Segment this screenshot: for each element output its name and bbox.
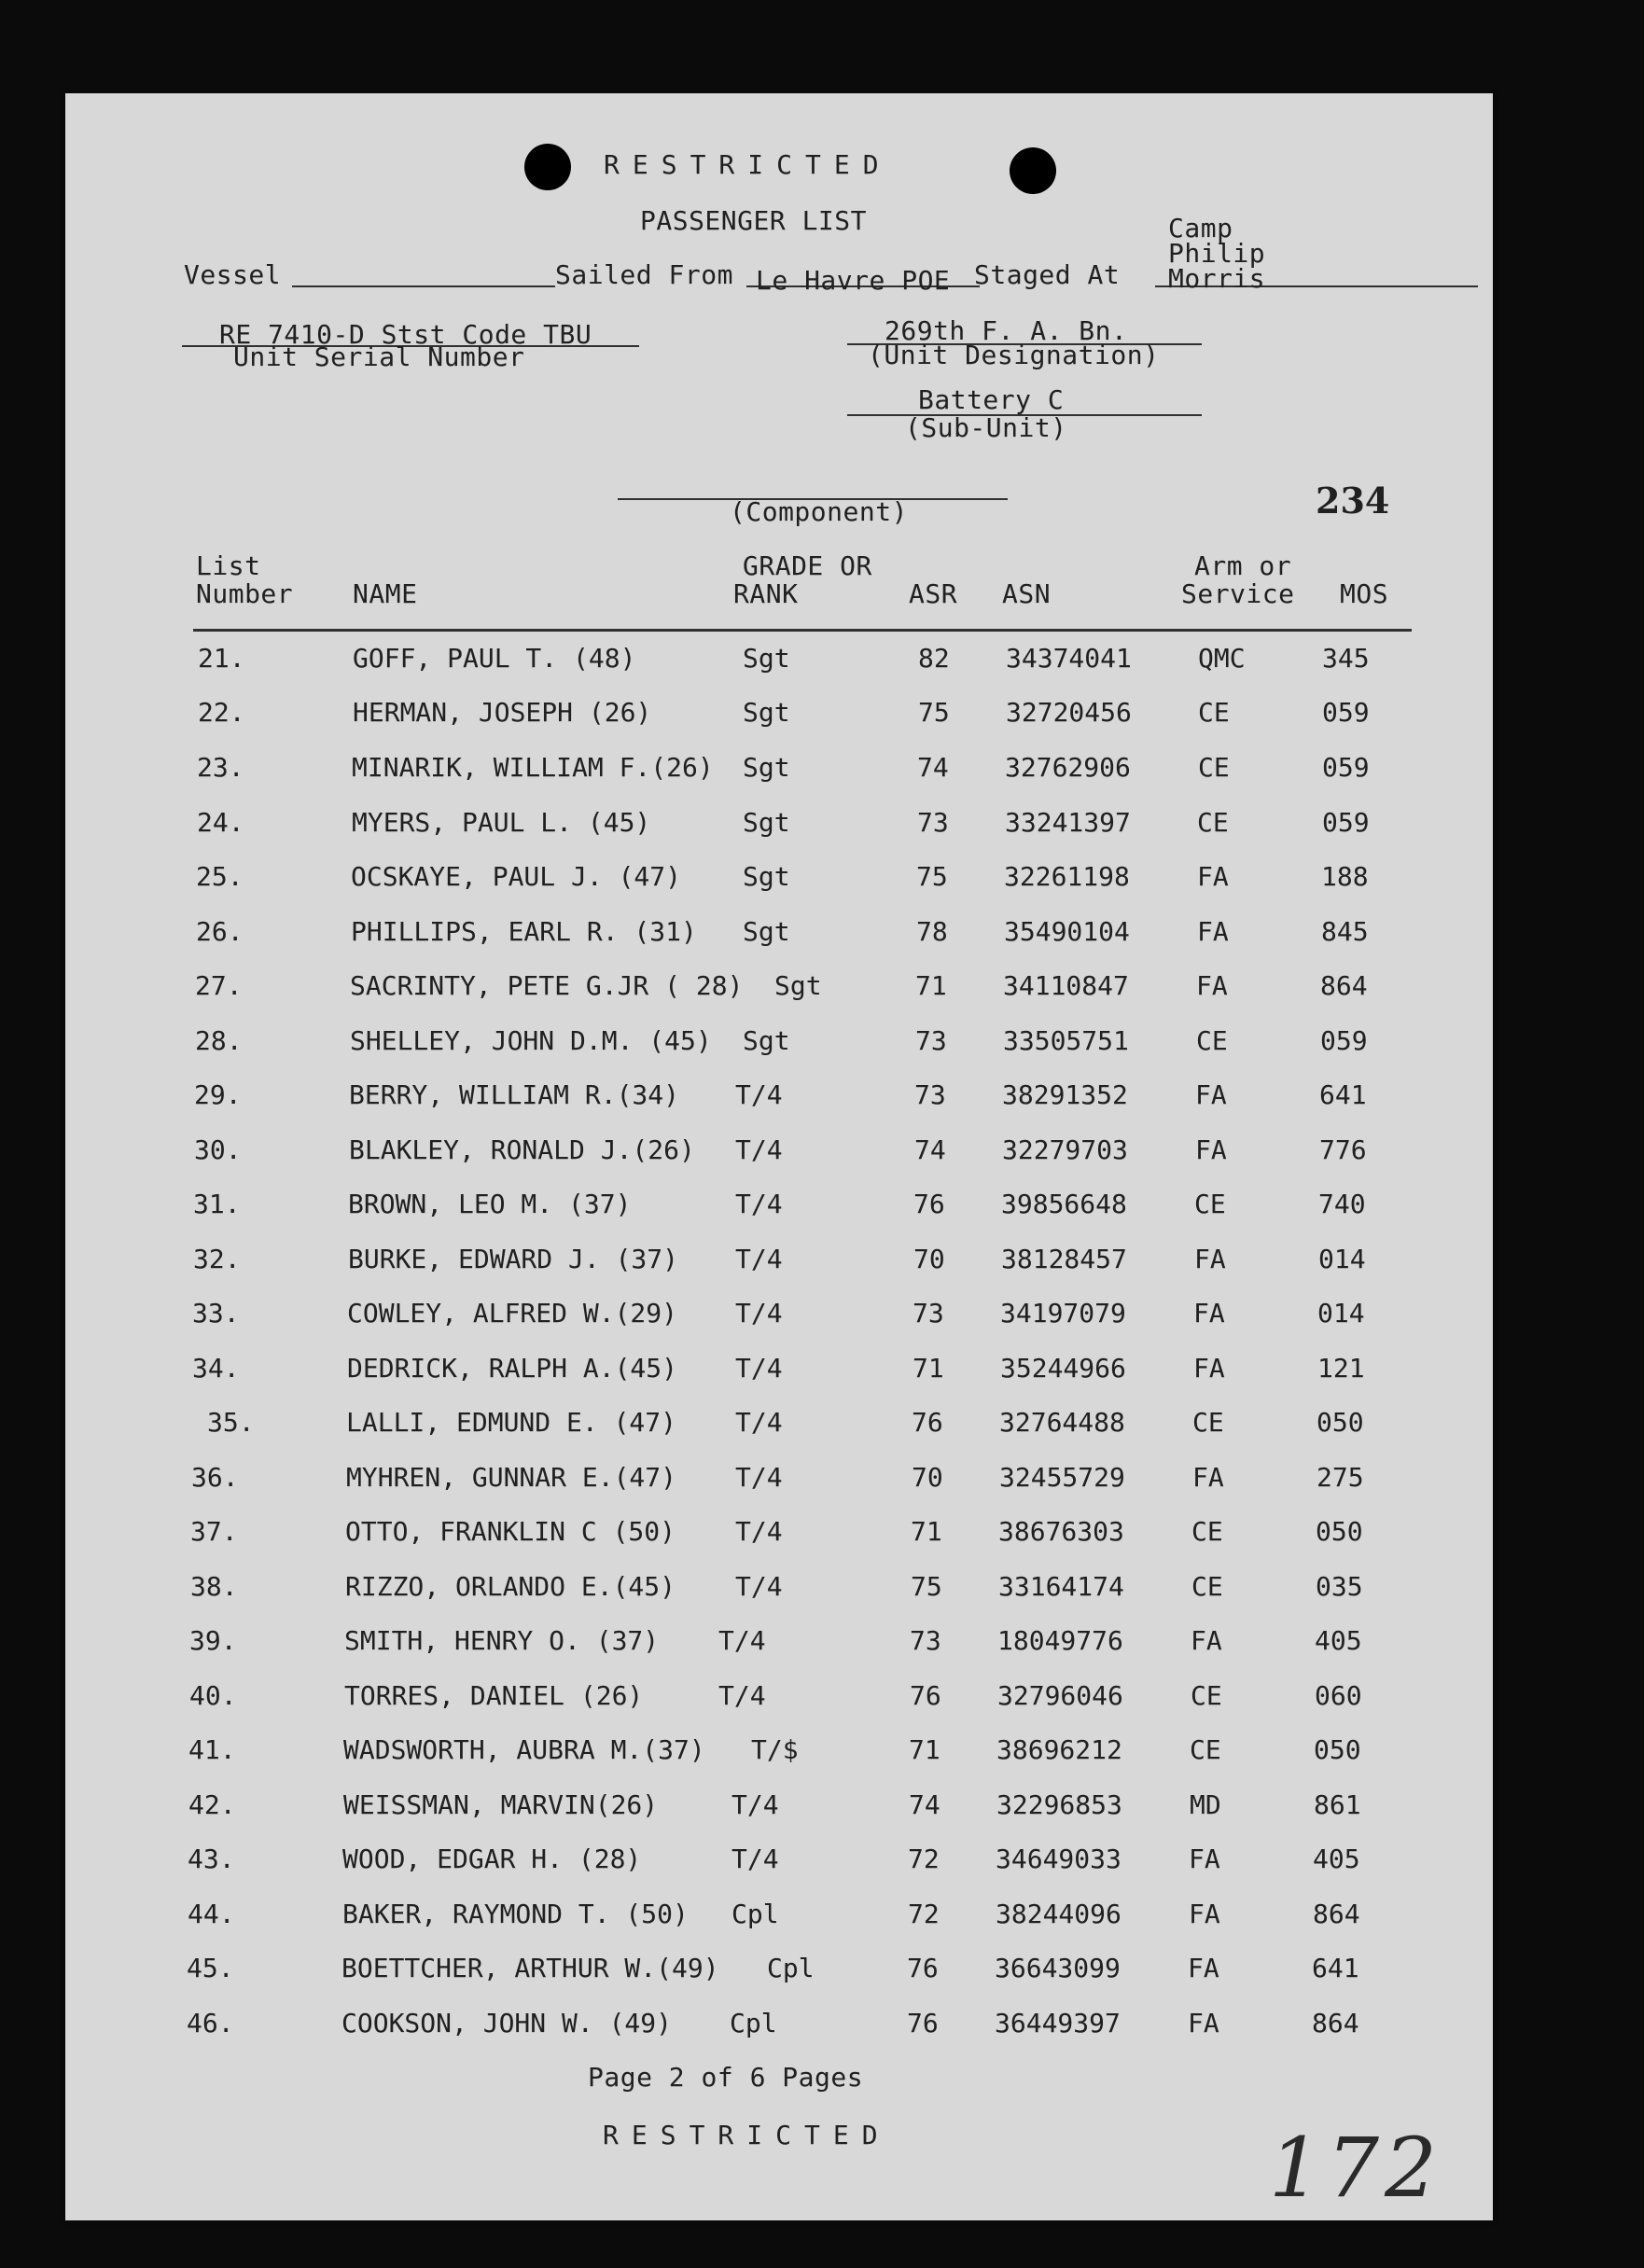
- table-row: [65, 1516, 1493, 1553]
- list-number: 27.: [195, 970, 243, 1001]
- unit-designation-value: 269th F. A. Bn.: [885, 315, 1128, 346]
- mos: 641: [1312, 1953, 1359, 1983]
- component-label: (Component): [730, 496, 908, 527]
- list-number: 33.: [192, 1298, 240, 1329]
- table-row: [65, 1899, 1493, 1936]
- table-row: [65, 643, 1493, 680]
- mos: 776: [1319, 1134, 1367, 1165]
- vessel-label: Vessel: [184, 259, 282, 290]
- arm-service: FA: [1193, 1353, 1225, 1384]
- grade: T/4: [735, 1244, 783, 1274]
- unit-serial-value: RE 7410-D Stst Code TBU: [219, 319, 592, 350]
- passenger-name: OTTO, FRANKLIN C (50): [345, 1516, 676, 1547]
- mos: 345: [1322, 643, 1370, 674]
- header-rule: [193, 629, 1412, 632]
- table-row: [65, 1953, 1493, 1990]
- asr: 76: [907, 2008, 939, 2038]
- punch-hole-right: [1010, 147, 1056, 194]
- arm-service: CE: [1191, 1680, 1222, 1711]
- table-row: [65, 752, 1493, 789]
- asn: 38696212: [996, 1734, 1122, 1765]
- passenger-name: LALLI, EDMUND E. (47): [346, 1407, 677, 1438]
- table-row: [65, 1734, 1493, 1772]
- asn: 36643099: [995, 1953, 1121, 1983]
- list-number: 42.: [188, 1789, 236, 1820]
- passenger-name: TORRES, DANIEL (26): [344, 1680, 644, 1711]
- asr: 82: [918, 643, 950, 674]
- sub-unit-value: Battery C: [918, 384, 1065, 415]
- mos: 740: [1318, 1189, 1366, 1219]
- passenger-name: BOETTCHER, ARTHUR W.(49): [341, 1953, 719, 1983]
- passenger-name: BROWN, LEO M. (37): [348, 1189, 632, 1219]
- asn: 32296853: [996, 1789, 1122, 1820]
- asr: 73: [915, 1025, 947, 1056]
- asn: 33505751: [1003, 1025, 1129, 1056]
- arm-service: CE: [1194, 1189, 1226, 1219]
- mos: 864: [1313, 1899, 1360, 1929]
- asr: 70: [912, 1462, 943, 1493]
- col-arm-line2: Service: [1181, 578, 1295, 609]
- arm-service: FA: [1188, 1953, 1219, 1983]
- table-row: [65, 1625, 1493, 1663]
- col-arm-line1: Arm or: [1194, 550, 1292, 581]
- asn: 34649033: [996, 1844, 1122, 1874]
- list-number: 46.: [187, 2008, 234, 2038]
- grade: T/4: [735, 1298, 783, 1329]
- arm-service: MD: [1190, 1789, 1221, 1820]
- grade: T/$: [751, 1734, 799, 1765]
- asr: 78: [916, 916, 948, 947]
- grade: T/4: [735, 1353, 783, 1384]
- passenger-list-page: [65, 93, 1493, 2220]
- asn: 32261198: [1004, 861, 1130, 892]
- list-number: 36.: [191, 1462, 239, 1493]
- arm-service: CE: [1198, 752, 1230, 783]
- asr: 75: [916, 861, 948, 892]
- asn: 34110847: [1003, 970, 1129, 1001]
- list-number: 41.: [188, 1734, 236, 1765]
- list-number: 44.: [188, 1899, 235, 1929]
- asr: 76: [913, 1189, 945, 1219]
- staged-at-line2: Philip: [1168, 238, 1266, 269]
- grade: Sgt: [743, 861, 790, 892]
- mos: 014: [1318, 1244, 1366, 1274]
- asr: 71: [909, 1734, 940, 1765]
- arm-service: FA: [1194, 1244, 1226, 1274]
- list-number: 39.: [189, 1625, 237, 1656]
- table-row: [65, 807, 1493, 844]
- arm-service: FA: [1189, 1844, 1220, 1874]
- list-number: 25.: [196, 861, 244, 892]
- col-list-number-line2: Number: [196, 578, 294, 609]
- grade: T/4: [731, 1789, 779, 1820]
- arm-service: FA: [1197, 916, 1229, 947]
- asn: 32455729: [999, 1462, 1125, 1493]
- passenger-name: HERMAN, JOSEPH (26): [353, 697, 652, 728]
- grade: Sgt: [743, 807, 790, 838]
- list-number: 32.: [193, 1244, 241, 1274]
- asr: 73: [913, 1298, 944, 1329]
- asn: 32720456: [1006, 697, 1132, 728]
- grade: T/4: [735, 1462, 783, 1493]
- list-number: 23.: [197, 752, 244, 783]
- mos: 188: [1321, 861, 1369, 892]
- list-number: 30.: [194, 1134, 242, 1165]
- list-number: 26.: [196, 916, 244, 947]
- mos: 014: [1317, 1298, 1365, 1329]
- staged-at-line1: Camp: [1168, 213, 1233, 243]
- mos: 059: [1322, 807, 1370, 838]
- mos: 050: [1316, 1516, 1363, 1547]
- arm-service: CE: [1191, 1516, 1223, 1547]
- passenger-name: COOKSON, JOHN W. (49): [341, 2008, 673, 2038]
- vessel-underline: [292, 285, 555, 287]
- passenger-name: WOOD, EDGAR H. (28): [342, 1844, 642, 1874]
- list-number: 43.: [188, 1844, 235, 1874]
- asn: 32764488: [999, 1407, 1125, 1438]
- passenger-name: SACRINTY, PETE G.JR ( 28): [350, 970, 744, 1001]
- grade: T/4: [718, 1625, 766, 1656]
- asr: 76: [912, 1407, 943, 1438]
- arm-service: QMC: [1198, 643, 1246, 674]
- table-row: [65, 1025, 1493, 1063]
- passenger-name: MYERS, PAUL L. (45): [352, 807, 651, 838]
- mos: 275: [1317, 1462, 1364, 1493]
- grade: T/4: [718, 1680, 766, 1711]
- table-row: [65, 1844, 1493, 1881]
- arm-service: FA: [1195, 1134, 1227, 1165]
- list-number: 22.: [198, 697, 245, 728]
- grade: T/4: [731, 1844, 779, 1874]
- mos: 405: [1315, 1625, 1362, 1656]
- list-number: 21.: [198, 643, 245, 674]
- asr: 73: [910, 1625, 941, 1656]
- sailed-from-value: Le Havre POE: [756, 265, 951, 296]
- passenger-name: DEDRICK, RALPH A.(45): [347, 1353, 678, 1384]
- asn: 39856648: [1001, 1189, 1127, 1219]
- table-row: [65, 970, 1493, 1008]
- passenger-name: BURKE, EDWARD J. (37): [348, 1244, 679, 1274]
- passenger-name: COWLEY, ALFRED W.(29): [347, 1298, 678, 1329]
- grade: T/4: [735, 1407, 783, 1438]
- staged-at-line3: Morris: [1168, 263, 1266, 294]
- arm-service: FA: [1193, 1298, 1225, 1329]
- col-grade-line2: RANK: [733, 578, 799, 609]
- passenger-name: WEISSMAN, MARVIN(26): [343, 1789, 659, 1820]
- arm-service: FA: [1191, 1625, 1222, 1656]
- table-row: [65, 697, 1493, 734]
- restricted-footer: RESTRICTED: [603, 2120, 891, 2150]
- passenger-name: BLAKLEY, RONALD J.(26): [349, 1134, 695, 1165]
- passenger-name: PHILLIPS, EARL R. (31): [351, 916, 697, 947]
- table-row: [65, 916, 1493, 953]
- col-name: NAME: [353, 578, 418, 609]
- handwritten-number: 172: [1269, 2120, 1442, 2216]
- asr: 76: [910, 1680, 941, 1711]
- grade: Sgt: [743, 752, 790, 783]
- mos: 050: [1317, 1407, 1364, 1438]
- grade: Sgt: [743, 697, 790, 728]
- asn: 33164174: [998, 1571, 1124, 1602]
- asr: 72: [908, 1899, 940, 1929]
- list-number: 24.: [197, 807, 244, 838]
- col-mos: MOS: [1340, 578, 1389, 609]
- list-number: 45.: [187, 1953, 234, 1983]
- table-row: [65, 1462, 1493, 1499]
- arm-service: CE: [1198, 697, 1230, 728]
- grade: Cpl: [767, 1953, 815, 1983]
- asn: 34197079: [1000, 1298, 1126, 1329]
- asn: 36449397: [995, 2008, 1121, 2038]
- asr: 74: [909, 1789, 940, 1820]
- grade: T/4: [735, 1571, 783, 1602]
- table-row: [65, 2008, 1493, 2045]
- asn: 32796046: [997, 1680, 1123, 1711]
- punch-hole-left: [524, 144, 571, 190]
- asn: 38244096: [996, 1899, 1122, 1929]
- table-row: [65, 1407, 1493, 1444]
- passenger-name: BERRY, WILLIAM R.(34): [349, 1079, 680, 1110]
- asn: 32762906: [1005, 752, 1131, 783]
- mos: 035: [1316, 1571, 1363, 1602]
- asn: 18049776: [997, 1625, 1123, 1656]
- mos: 059: [1320, 1025, 1368, 1056]
- grade: Sgt: [774, 970, 822, 1001]
- table-row: [65, 1298, 1493, 1335]
- grade: Sgt: [743, 916, 790, 947]
- asr: 73: [914, 1079, 946, 1110]
- mos: 059: [1322, 752, 1370, 783]
- arm-service: CE: [1190, 1734, 1221, 1765]
- list-number: 31.: [193, 1189, 241, 1219]
- arm-service: FA: [1188, 2008, 1219, 2038]
- table-row: [65, 1189, 1493, 1226]
- arm-service: FA: [1197, 861, 1229, 892]
- asn: 32279703: [1002, 1134, 1128, 1165]
- stamp-number: 234: [1316, 480, 1390, 522]
- asn: 35490104: [1004, 916, 1130, 947]
- page-info: Page 2 of 6 Pages: [588, 2062, 864, 2093]
- arm-service: FA: [1196, 970, 1228, 1001]
- table-row: [65, 1134, 1493, 1172]
- table-row: [65, 1789, 1493, 1827]
- list-number: 28.: [195, 1025, 243, 1056]
- table-row: [65, 861, 1493, 898]
- list-number: 38.: [190, 1571, 238, 1602]
- table-row: [65, 1680, 1493, 1718]
- grade: Cpl: [731, 1899, 779, 1929]
- passenger-name: GOFF, PAUL T. (48): [353, 643, 636, 674]
- passenger-name: SHELLEY, JOHN D.M. (45): [350, 1025, 712, 1056]
- grade: T/4: [735, 1079, 783, 1110]
- mos: 845: [1321, 916, 1369, 947]
- arm-service: CE: [1197, 807, 1229, 838]
- arm-service: FA: [1192, 1462, 1224, 1493]
- asr: 72: [908, 1844, 940, 1874]
- unit-designation-label: (Unit Designation): [868, 340, 1160, 370]
- asr: 71: [915, 970, 947, 1001]
- passenger-name: WADSWORTH, AUBRA M.(37): [343, 1734, 705, 1765]
- grade: Sgt: [743, 643, 790, 674]
- asn: 38291352: [1002, 1079, 1128, 1110]
- mos: 059: [1322, 697, 1370, 728]
- arm-service: CE: [1196, 1025, 1228, 1056]
- passenger-name: MYHREN, GUNNAR E.(47): [346, 1462, 677, 1493]
- col-grade-line1: GRADE OR: [743, 550, 872, 581]
- asr: 74: [917, 752, 949, 783]
- asn: 38128457: [1001, 1244, 1127, 1274]
- asn: 35244966: [1000, 1353, 1126, 1384]
- table-row: [65, 1353, 1493, 1390]
- grade: T/4: [735, 1134, 783, 1165]
- mos: 864: [1320, 970, 1368, 1001]
- passenger-name: OCSKAYE, PAUL J. (47): [351, 861, 682, 892]
- mos: 861: [1314, 1789, 1361, 1820]
- passenger-name: SMITH, HENRY O. (37): [344, 1625, 660, 1656]
- grade: T/4: [735, 1516, 783, 1547]
- restricted-header: RESTRICTED: [604, 149, 892, 180]
- table-row: [65, 1571, 1493, 1608]
- table-row: [65, 1079, 1493, 1117]
- document-title: PASSENGER LIST: [640, 205, 868, 236]
- mos: 405: [1313, 1844, 1360, 1874]
- arm-service: CE: [1191, 1571, 1223, 1602]
- arm-service: FA: [1189, 1899, 1220, 1929]
- col-asn: ASN: [1002, 578, 1052, 609]
- arm-service: FA: [1195, 1079, 1227, 1110]
- arm-service: CE: [1192, 1407, 1224, 1438]
- grade: T/4: [735, 1189, 783, 1219]
- asn: 34374041: [1006, 643, 1132, 674]
- list-number: 37.: [190, 1516, 238, 1547]
- col-asr: ASR: [909, 578, 958, 609]
- asn: 38676303: [998, 1516, 1124, 1547]
- list-number: 35.: [207, 1407, 255, 1438]
- passenger-name: RIZZO, ORLANDO E.(45): [345, 1571, 676, 1602]
- list-number: 40.: [189, 1680, 237, 1711]
- grade: Sgt: [743, 1025, 790, 1056]
- sub-unit-label: (Sub-Unit): [905, 412, 1067, 443]
- asn: 33241397: [1005, 807, 1131, 838]
- unit-serial-label: Unit Serial Number: [233, 341, 525, 372]
- mos: 050: [1314, 1734, 1361, 1765]
- grade: Cpl: [730, 2008, 777, 2038]
- asr: 74: [914, 1134, 946, 1165]
- asr: 71: [913, 1353, 944, 1384]
- sailed-from-label: Sailed From: [555, 259, 733, 290]
- passenger-name: BAKER, RAYMOND T. (50): [342, 1899, 689, 1929]
- asr: 70: [913, 1244, 945, 1274]
- mos: 641: [1319, 1079, 1367, 1110]
- table-row: [65, 1244, 1493, 1281]
- asr: 75: [918, 697, 950, 728]
- mos: 060: [1315, 1680, 1362, 1711]
- list-number: 34.: [192, 1353, 240, 1384]
- list-number: 29.: [194, 1079, 242, 1110]
- col-list-number-line1: List: [196, 550, 261, 581]
- passenger-name: MINARIK, WILLIAM F.(26): [352, 752, 714, 783]
- asr: 71: [911, 1516, 942, 1547]
- staged-at-label: Staged At: [974, 259, 1121, 290]
- mos: 121: [1317, 1353, 1365, 1384]
- mos: 864: [1312, 2008, 1359, 2038]
- asr: 75: [911, 1571, 942, 1602]
- asr: 76: [907, 1953, 939, 1983]
- asr: 73: [917, 807, 949, 838]
